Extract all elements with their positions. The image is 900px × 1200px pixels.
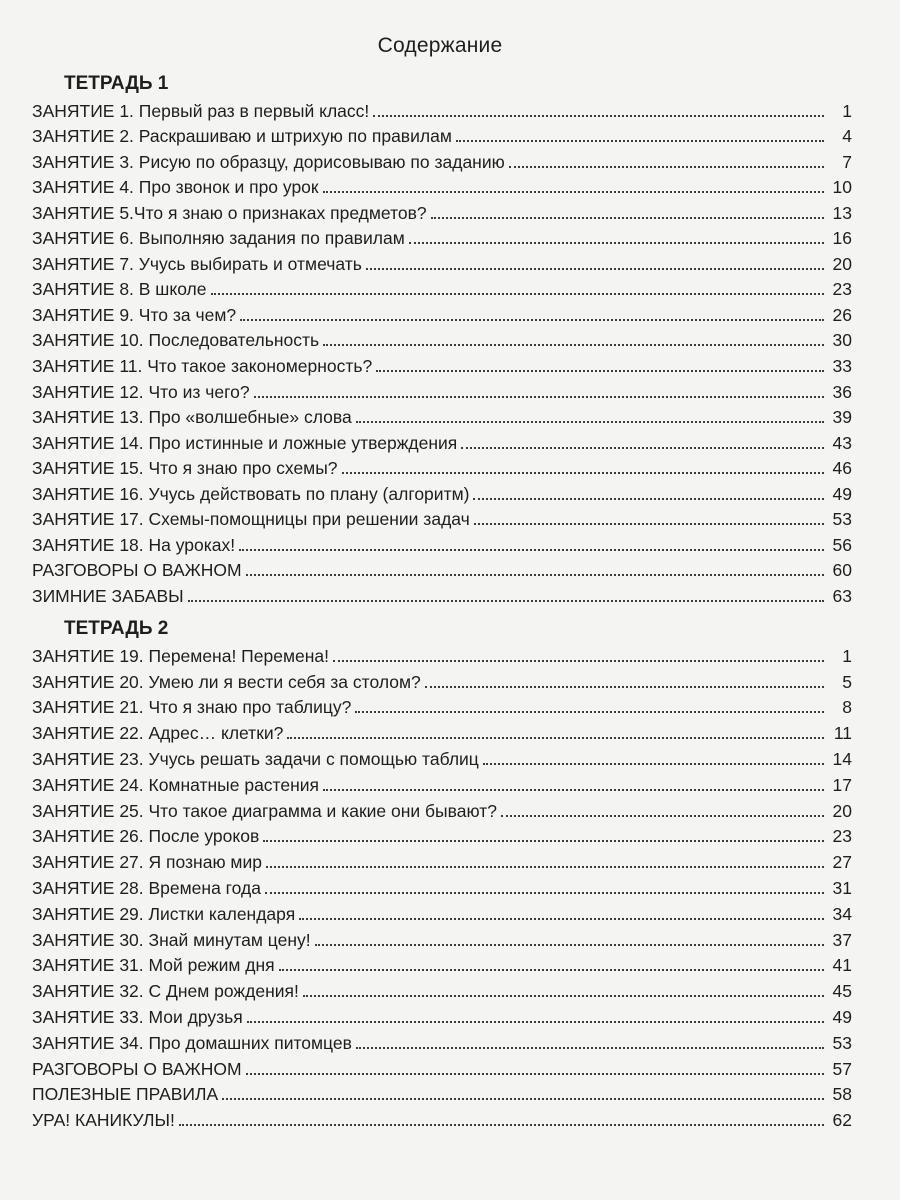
toc-entry-title: ЗАНЯТИЕ 6. Выполняю задания по правилам [32,228,405,249]
toc-entry-page-number: 39 [832,407,852,428]
toc-entry-page-number: 45 [832,981,852,1002]
toc-entry-page-number: 46 [832,458,852,479]
dot-leader [315,944,824,946]
toc-entry-title: ЗАНЯТИЕ 12. Что из чего? [32,381,250,402]
toc-entry-page-number: 20 [832,253,852,274]
toc-entry [32,198,852,224]
toc-entry-title: ЗАНЯТИЕ 27. Я познаю мир [32,852,262,873]
toc-entry-title: ЗАНЯТИЕ 17. Схемы-помощницы при решении задач [32,509,470,530]
toc-entry [32,505,852,531]
dot-leader [265,892,824,894]
dot-leader [473,498,824,500]
toc-entry-title: ЗАНЯТИЕ 22. Адрес… клетки? [32,723,284,744]
toc-entry-page-number: 1 [842,645,852,666]
toc-entry-page-number: 30 [832,330,852,351]
toc-entry [32,403,852,429]
toc-entry [32,351,852,377]
toc-entry [32,1002,852,1028]
toc-entry [32,770,852,796]
dot-leader [240,319,824,321]
dot-leader [483,763,824,765]
toc-entry-page-number: 5 [842,671,852,692]
dot-leader [356,1047,824,1049]
toc-entry-page-number: 56 [832,534,852,555]
toc-entry-title: ЗАНЯТИЕ 13. Про «волшебные» слова [32,407,352,428]
toc-entry-title: ЗАНЯТИЕ 28. Времена года [32,877,261,898]
dot-leader [303,995,824,997]
toc-entry-title: ПОЛЕЗНЫЕ ПРАВИЛА [32,1084,219,1105]
toc-entry-title: ЗАНЯТИЕ 25. Что такое диаграмма и какие они бывают? [32,800,497,821]
toc-entry [32,718,852,744]
toc-entry [32,377,852,403]
toc-entry-page-number: 27 [832,852,852,873]
dot-leader [342,472,824,474]
toc-entry-page-number: 34 [832,903,852,924]
dot-leader [425,686,824,688]
dot-leader [323,344,824,346]
toc-entry-page-number: 49 [832,1006,852,1027]
toc-entry-page-number: 63 [832,585,852,606]
toc-entry-title: ЗАНЯТИЕ 16. Учусь действовать по плану (алгоритм) [32,483,470,504]
toc-entry [32,300,852,326]
dot-leader [373,115,824,117]
toc-entry-page-number: 23 [832,826,852,847]
toc-entry-title: ЗАНЯТИЕ 19. Перемена! Перемена! [32,645,329,666]
toc-entry-page-number: 23 [832,279,852,300]
toc-entry-title: ЗАНЯТИЕ 31. Мой режим дня [32,955,275,976]
toc-entry-title: ЗАНЯТИЕ 11. Что такое закономерность? [32,356,373,377]
dot-leader [254,396,824,398]
toc-entry [32,822,852,848]
dot-leader [366,268,824,270]
toc-entry [32,693,852,719]
toc-entry-page-number: 4 [842,126,852,147]
dot-leader [474,523,824,525]
toc-entry-title: ЗАНЯТИЕ 30. Знай минутам цену! [32,929,311,950]
notebook-1-heading: ТЕТРАДЬ 1 [64,73,169,94]
dot-leader [246,574,824,576]
toc-entry [32,479,852,505]
dot-leader [263,840,824,842]
dot-leader [247,1021,824,1023]
notebook-2-section [32,616,852,1131]
dot-leader [287,737,824,739]
dot-leader [188,600,824,602]
toc-entry [32,744,852,770]
toc-entry [32,847,852,873]
toc-entry-title: ЗАНЯТИЕ 10. Последовательность [32,330,320,351]
toc-entry-title: ЗИМНИЕ ЗАБАВЫ [32,585,184,606]
toc-entry-title: ЗАНЯТИЕ 1. Первый раз в первый класс! [32,100,370,121]
toc-entry-page-number: 17 [832,774,852,795]
toc-entry [32,641,852,667]
toc-entry [32,581,852,607]
toc-entry-title: ЗАНЯТИЕ 26. После уроков [32,826,260,847]
dot-leader [239,549,824,551]
toc-entry-title: ЗАНЯТИЕ 21. Что я знаю про таблицу? [32,697,352,718]
dot-leader [456,140,824,142]
toc-entry-title: УРА! КАНИКУЛЫ! [32,1110,175,1131]
toc-entry-page-number: 1 [842,100,852,121]
dot-leader [501,815,824,817]
dot-leader [222,1098,824,1100]
toc-entry-page-number: 8 [842,697,852,718]
notebook-2-heading: ТЕТРАДЬ 2 [64,618,169,639]
toc-entry-page-number: 58 [832,1084,852,1105]
toc-entry-title: ЗАНЯТИЕ 15. Что я знаю про схемы? [32,458,338,479]
toc-entry [32,147,852,173]
toc-entry-page-number: 53 [832,1032,852,1053]
toc-entry-page-number: 13 [832,202,852,223]
dot-leader [376,370,824,372]
toc-entry-page-number: 36 [832,381,852,402]
toc-entry-page-number: 60 [832,560,852,581]
toc-entry [32,1105,852,1131]
toc-entry-title: ЗАНЯТИЕ 2. Раскрашиваю и штрихую по правилам [32,126,452,147]
toc-entry [32,530,852,556]
toc-entry-page-number: 10 [832,177,852,198]
toc-entry-title: ЗАНЯТИЕ 8. В школе [32,279,207,300]
toc-entry-title: ЗАНЯТИЕ 18. На уроках! [32,534,236,555]
dot-leader [356,421,824,423]
toc-entry-title: ЗАНЯТИЕ 34. Про домашних питомцев [32,1032,352,1053]
dot-leader [323,191,824,193]
toc-entry-page-number: 43 [832,432,852,453]
toc-entry [32,556,852,582]
toc-entry-page-number: 7 [842,151,852,172]
dot-leader [431,217,824,219]
dot-leader [409,242,824,244]
toc-entry-page-number: 11 [833,723,852,744]
toc-entry-title: ЗАНЯТИЕ 20. Умею ли я вести себя за столом? [32,671,421,692]
toc-entry-title: ЗАНЯТИЕ 9. Что за чем? [32,304,237,325]
toc-entry [32,899,852,925]
dot-leader [211,293,825,295]
toc-entry-title: ЗАНЯТИЕ 24. Комнатные растения [32,774,320,795]
toc-entry-page-number: 62 [832,1110,852,1131]
dot-leader [461,447,824,449]
toc-entry [32,224,852,250]
dot-leader [509,166,824,168]
toc-entry [32,976,852,1002]
toc-entry [32,428,852,454]
dot-leader [299,918,824,920]
dot-leader [179,1124,824,1126]
toc-entry [32,275,852,301]
toc-entry-page-number: 20 [832,800,852,821]
toc-entry-title: ЗАНЯТИЕ 23. Учусь решать задачи с помощью таблиц [32,748,479,769]
toc-entry [32,951,852,977]
toc-entry-title: ЗАНЯТИЕ 4. Про звонок и про урок [32,177,319,198]
toc-entry [32,249,852,275]
dot-leader [279,969,824,971]
toc-entry [32,796,852,822]
toc-entry [32,326,852,352]
notebook-2-toc-list [32,641,852,1131]
toc-entry [32,454,852,480]
toc-entry-title: ЗАНЯТИЕ 33. Мои друзья [32,1006,243,1027]
notebook-1-section [32,71,852,607]
dot-leader [246,1073,824,1075]
toc-entry-title: ЗАНЯТИЕ 32. С Днем рождения! [32,981,299,1002]
toc-entry [32,667,852,693]
toc-entry-title: ЗАНЯТИЕ 14. Про истинные и ложные утверждения [32,432,458,453]
toc-entry [32,925,852,951]
toc-entry [32,173,852,199]
toc-entry-title: ЗАНЯТИЕ 7. Учусь выбирать и отмечать [32,253,362,274]
toc-entry-page-number: 49 [832,483,852,504]
toc-entry [32,96,852,122]
toc-entry-page-number: 26 [832,304,852,325]
toc-entry-page-number: 16 [832,228,852,249]
toc-entry-title: ЗАНЯТИЕ 5.Что я знаю о признаках предметов? [32,202,427,223]
toc-entry-title: РАЗГОВОРЫ О ВАЖНОМ [32,560,242,581]
dot-leader [333,660,824,662]
toc-entry [32,122,852,148]
toc-entry-page-number: 57 [832,1058,852,1079]
toc-entry-page-number: 14 [832,748,852,769]
toc-entry-page-number: 53 [832,509,852,530]
dot-leader [355,711,824,713]
page-title: Содержание [377,34,503,57]
toc-entry [32,1080,852,1106]
toc-entry [32,1054,852,1080]
toc-entry-page-number: 33 [832,356,852,377]
toc-entry [32,1028,852,1054]
notebook-1-toc-list [32,96,852,607]
toc-entry-title: ЗАНЯТИЕ 3. Рисую по образцу, дорисовываю по заданию [32,151,505,172]
dot-leader [323,789,824,791]
toc-entry-title: ЗАНЯТИЕ 29. Листки календаря [32,903,296,924]
toc-entry [32,873,852,899]
toc-entry-page-number: 41 [832,955,852,976]
dot-leader [266,866,824,868]
toc-entry-title: РАЗГОВОРЫ О ВАЖНОМ [32,1058,242,1079]
toc-entry-page-number: 37 [832,929,852,950]
toc-entry-page-number: 31 [832,877,852,898]
